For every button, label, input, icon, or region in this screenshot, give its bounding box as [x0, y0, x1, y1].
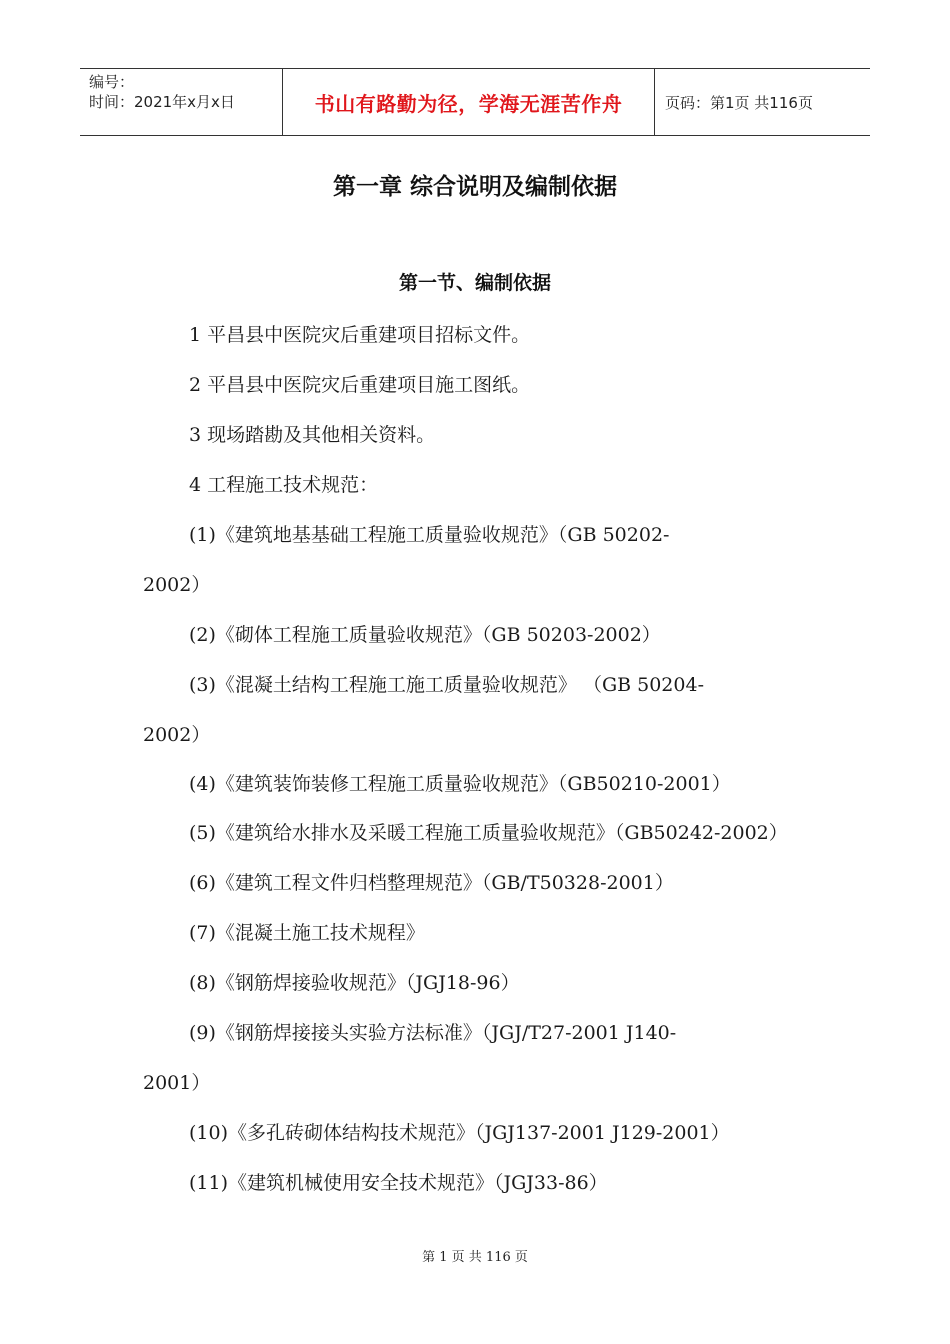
header-meta: [80, 69, 282, 135]
body-line: 1 平昌县中医院灾后重建项目招标文件。: [189, 324, 531, 346]
serial-label: 编号：: [89, 73, 135, 91]
body-line: (1)《建筑地基基础工程施工质量验收规范》（GB 50202-: [189, 524, 670, 546]
body-line: 2002）: [143, 574, 211, 596]
body-line: (8)《钢筋焊接验收规范》（JGJ18-96）: [189, 972, 520, 994]
section-title: 第一节、编制依据: [398, 272, 551, 294]
body-line: (9)《钢筋焊接接头实验方法标准》（JGJ/T27-2001 J140-: [189, 1022, 677, 1044]
body-line: 2002）: [143, 724, 211, 746]
body-line: (2)《砌体工程施工质量验收规范》（GB 50203-2002）: [189, 624, 661, 646]
body-line: (4)《建筑装饰装修工程施工质量验收规范》（GB50210-2001）: [189, 773, 731, 795]
body-line: (5)《建筑给水排水及采暖工程施工质量验收规范》（GB50242-2002）: [189, 822, 788, 844]
body-line: (10)《多孔砖砌体结构技术规范》（JGJ137-2001 J129-2001）: [189, 1122, 730, 1144]
header-page-info: 页码：第1页 共116页: [665, 93, 813, 112]
body-line: (3)《混凝土结构工程施工施工质量验收规范》 （GB 50204-: [189, 674, 704, 696]
body-line: 2 平昌县中医院灾后重建项目施工图纸。: [189, 374, 531, 396]
date-label: 时间：2021年x月x日: [89, 93, 235, 111]
page-header: [80, 68, 870, 136]
body-line: (11)《建筑机械使用安全技术规范》（JGJ33-86）: [189, 1172, 608, 1194]
body-line: 2001）: [143, 1072, 211, 1094]
page-footer: 第 1 页 共 116 页: [422, 1250, 528, 1265]
body-line: (7)《混凝土施工技术规程》: [189, 922, 425, 944]
chapter-title: 第一章 综合说明及编制依据: [332, 174, 617, 200]
body-line: 4 工程施工技术规范：: [189, 474, 379, 496]
body-line: 3 现场踏勘及其他相关资料。: [189, 424, 436, 446]
header-motto: 书山有路勤为径，学海无涯苦作舟: [282, 69, 655, 135]
body-line: (6)《建筑工程文件归档整理规范》（GB/T50328-2001）: [189, 872, 674, 894]
